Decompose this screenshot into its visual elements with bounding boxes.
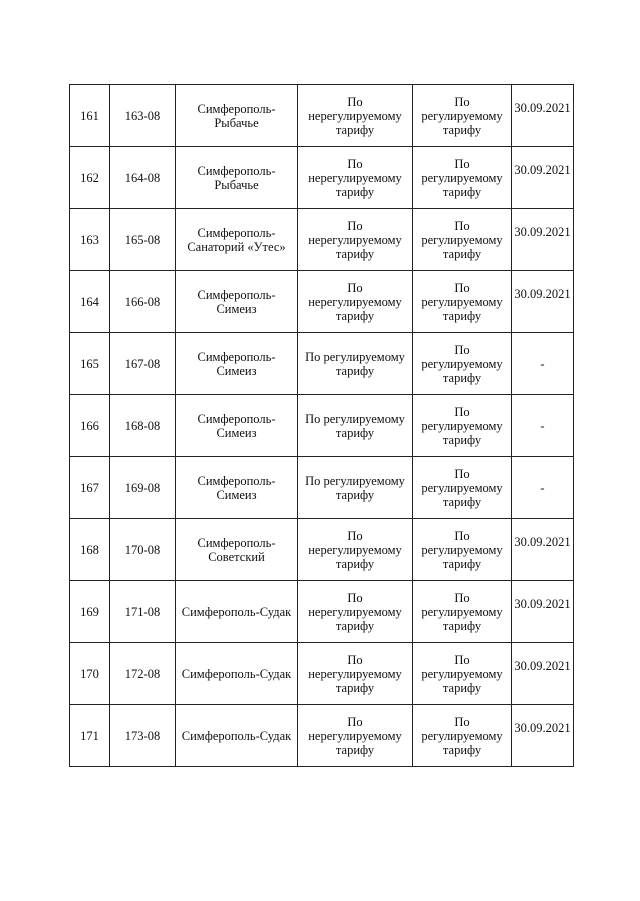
tariff-type-line2: тарифу <box>335 425 375 440</box>
tariff-planned-line3: тарифу <box>442 618 482 633</box>
tariff-planned-line1: По <box>454 94 470 109</box>
row-number-cell <box>70 705 110 767</box>
tariff-type-line2: тарифу <box>335 363 375 378</box>
route-code-cell <box>110 147 176 209</box>
tariff-planned-line1: По <box>454 714 470 729</box>
row-number-cell <box>70 581 110 643</box>
route-name-line1: Симферополь- <box>197 287 276 302</box>
date-cell <box>512 147 574 209</box>
tariff-planned-line3: тарифу <box>442 370 482 385</box>
route-code-cell <box>110 333 176 395</box>
route-code: 168-08 <box>124 418 161 433</box>
tariff-type-line2: нерегулируемому <box>308 666 402 681</box>
tariff-planned-line2: регулируемому <box>421 728 503 743</box>
tariff-planned-line3: тарифу <box>442 184 482 199</box>
route-name-line2: Советский <box>208 549 265 564</box>
change-date: 30.09.2021 <box>514 534 571 549</box>
row-number-cell <box>70 643 110 705</box>
tariff-type-line2: нерегулируемому <box>308 542 402 557</box>
route-name-line2: Рыбачье <box>214 115 259 130</box>
route-name-cell <box>176 643 298 705</box>
tariff-type-line2: нерегулируемому <box>308 170 402 185</box>
tariff-planned-line3: тарифу <box>442 680 482 695</box>
tariff-type-line1: По <box>347 528 363 543</box>
route-code: 165-08 <box>124 232 161 247</box>
table-row <box>70 85 574 147</box>
row-number: 166 <box>80 418 99 433</box>
row-number: 164 <box>80 294 99 309</box>
route-name-cell <box>176 581 298 643</box>
tariff-planned-line2: регулируемому <box>421 418 503 433</box>
route-code: 169-08 <box>124 480 161 495</box>
tariff-type-line1: По <box>347 156 363 171</box>
tariff-planned-line1: По <box>454 218 470 233</box>
tariff-type-line2: нерегулируемому <box>308 108 402 123</box>
tariff-planned-cell <box>413 147 512 209</box>
tariff-planned-line2: регулируемому <box>421 480 503 495</box>
tariff-type-cell <box>298 271 413 333</box>
tariff-planned-line1: По <box>454 342 470 357</box>
route-name-line1: Симферополь- <box>197 473 276 488</box>
tariff-type-line3: тарифу <box>335 246 375 261</box>
tariff-type-cell <box>298 457 413 519</box>
route-code: 163-08 <box>124 108 161 123</box>
route-code-cell <box>110 209 176 271</box>
date-cell <box>512 581 574 643</box>
route-code-cell <box>110 519 176 581</box>
tariff-planned-line2: регулируемому <box>421 542 503 557</box>
row-number-cell <box>70 519 110 581</box>
row-number-cell <box>70 333 110 395</box>
change-date: 30.09.2021 <box>514 162 571 177</box>
tariff-planned-cell <box>413 271 512 333</box>
route-name-cell <box>176 333 298 395</box>
change-date: 30.09.2021 <box>514 596 571 611</box>
tariff-type-line1: По <box>347 714 363 729</box>
route-name-line1: Симферополь-Судак <box>181 604 292 619</box>
change-date: - <box>540 480 545 495</box>
row-number: 168 <box>80 542 99 557</box>
tariff-planned-line1: По <box>454 466 470 481</box>
tariff-planned-line3: тарифу <box>442 308 482 323</box>
date-cell <box>512 333 574 395</box>
change-date: 30.09.2021 <box>514 224 571 239</box>
tariff-planned-cell <box>413 395 512 457</box>
tariff-planned-line2: регулируемому <box>421 294 503 309</box>
tariff-type-line3: тарифу <box>335 680 375 695</box>
tariff-type-line1: По регулируемому <box>305 411 405 426</box>
route-name-line1: Симферополь- <box>197 163 276 178</box>
table-row <box>70 643 574 705</box>
change-date: 30.09.2021 <box>514 658 571 673</box>
tariff-planned-line1: По <box>454 156 470 171</box>
route-name-line1: Симферополь- <box>197 535 276 550</box>
route-code-cell <box>110 85 176 147</box>
route-code: 172-08 <box>124 666 161 681</box>
route-name-cell <box>176 519 298 581</box>
route-name-line1: Симферополь-Судак <box>181 728 292 743</box>
route-name-line1: Симферополь- <box>197 101 276 116</box>
date-cell <box>512 85 574 147</box>
table-row <box>70 705 574 767</box>
tariff-planned-line2: регулируемому <box>421 604 503 619</box>
tariff-planned-cell <box>413 581 512 643</box>
tariff-planned-line3: тарифу <box>442 432 482 447</box>
route-name-line2: Рыбачье <box>214 177 259 192</box>
route-name-line2: Санаторий «Утес» <box>187 239 286 254</box>
route-name-cell <box>176 147 298 209</box>
tariff-type-line1: По <box>347 280 363 295</box>
tariff-planned-cell <box>413 705 512 767</box>
table-row <box>70 147 574 209</box>
row-number-cell <box>70 395 110 457</box>
route-name-cell <box>176 209 298 271</box>
table-row <box>70 581 574 643</box>
tariff-planned-line2: регулируемому <box>421 356 503 371</box>
route-code-cell <box>110 457 176 519</box>
tariff-planned-cell <box>413 209 512 271</box>
route-code-cell <box>110 271 176 333</box>
tariff-planned-line1: По <box>454 280 470 295</box>
table-row <box>70 395 574 457</box>
tariff-type-cell <box>298 643 413 705</box>
tariff-type-line2: нерегулируемому <box>308 604 402 619</box>
tariff-planned-line3: тарифу <box>442 742 482 757</box>
tariff-type-cell <box>298 581 413 643</box>
route-code-cell <box>110 581 176 643</box>
tariff-planned-cell <box>413 333 512 395</box>
routes-table <box>69 84 574 767</box>
route-name-line1: Симферополь- <box>197 225 276 240</box>
row-number: 167 <box>80 480 99 495</box>
tariff-planned-line2: регулируемому <box>421 170 503 185</box>
change-date: 30.09.2021 <box>514 286 571 301</box>
route-name-cell <box>176 395 298 457</box>
tariff-type-cell <box>298 333 413 395</box>
row-number-cell <box>70 85 110 147</box>
row-number: 162 <box>80 170 99 185</box>
tariff-type-line1: По <box>347 652 363 667</box>
route-code: 164-08 <box>124 170 161 185</box>
table-row <box>70 333 574 395</box>
row-number: 161 <box>80 108 99 123</box>
row-number: 169 <box>80 604 99 619</box>
tariff-type-cell <box>298 147 413 209</box>
change-date: - <box>540 356 545 371</box>
tariff-type-line3: тарифу <box>335 122 375 137</box>
route-name-line1: Симферополь- <box>197 411 276 426</box>
change-date: 30.09.2021 <box>514 720 571 735</box>
tariff-planned-line2: регулируемому <box>421 108 503 123</box>
row-number-cell <box>70 271 110 333</box>
date-cell <box>512 705 574 767</box>
table-row <box>70 209 574 271</box>
row-number: 170 <box>80 666 99 681</box>
tariff-type-line2: тарифу <box>335 487 375 502</box>
tariff-type-line1: По <box>347 590 363 605</box>
tariff-type-line1: По <box>347 218 363 233</box>
tariff-type-line2: нерегулируемому <box>308 728 402 743</box>
tariff-type-line1: По регулируемому <box>305 349 405 364</box>
route-name-cell <box>176 85 298 147</box>
tariff-planned-line1: По <box>454 652 470 667</box>
row-number-cell <box>70 457 110 519</box>
row-number: 165 <box>80 356 99 371</box>
routes-table-body <box>70 85 574 767</box>
tariff-type-line3: тарифу <box>335 184 375 199</box>
tariff-type-line3: тарифу <box>335 618 375 633</box>
tariff-planned-cell <box>413 643 512 705</box>
route-code-cell <box>110 705 176 767</box>
date-cell <box>512 643 574 705</box>
tariff-planned-line1: По <box>454 590 470 605</box>
tariff-type-cell <box>298 395 413 457</box>
tariff-type-line3: тарифу <box>335 308 375 323</box>
row-number: 171 <box>80 728 99 743</box>
tariff-planned-line3: тарифу <box>442 122 482 137</box>
change-date: 30.09.2021 <box>514 100 571 115</box>
route-name-cell <box>176 457 298 519</box>
tariff-type-cell <box>298 209 413 271</box>
tariff-planned-cell <box>413 85 512 147</box>
tariff-planned-line2: регулируемому <box>421 232 503 247</box>
date-cell <box>512 271 574 333</box>
route-code-cell <box>110 643 176 705</box>
table-row <box>70 519 574 581</box>
route-name-line2: Симеиз <box>216 487 257 502</box>
change-date: - <box>540 418 545 433</box>
tariff-type-line2: нерегулируемому <box>308 232 402 247</box>
tariff-planned-cell <box>413 457 512 519</box>
table-row <box>70 457 574 519</box>
route-code: 166-08 <box>124 294 161 309</box>
tariff-type-cell <box>298 85 413 147</box>
row-number-cell <box>70 209 110 271</box>
tariff-planned-line2: регулируемому <box>421 666 503 681</box>
tariff-planned-cell <box>413 519 512 581</box>
tariff-planned-line3: тарифу <box>442 494 482 509</box>
table-row <box>70 271 574 333</box>
route-code: 167-08 <box>124 356 161 371</box>
route-code: 173-08 <box>124 728 161 743</box>
tariff-planned-line1: По <box>454 528 470 543</box>
route-name-line2: Симеиз <box>216 425 257 440</box>
route-code: 170-08 <box>124 542 161 557</box>
date-cell <box>512 209 574 271</box>
route-name-line2: Симеиз <box>216 301 257 316</box>
route-code: 171-08 <box>124 604 161 619</box>
tariff-type-cell <box>298 705 413 767</box>
route-name-cell <box>176 705 298 767</box>
tariff-type-line2: нерегулируемому <box>308 294 402 309</box>
route-name-line2: Симеиз <box>216 363 257 378</box>
date-cell <box>512 519 574 581</box>
tariff-planned-line3: тарифу <box>442 556 482 571</box>
tariff-type-cell <box>298 519 413 581</box>
route-name-line1: Симферополь- <box>197 349 276 364</box>
route-code-cell <box>110 395 176 457</box>
tariff-planned-line3: тарифу <box>442 246 482 261</box>
date-cell <box>512 395 574 457</box>
date-cell <box>512 457 574 519</box>
tariff-type-line1: По <box>347 94 363 109</box>
tariff-planned-line1: По <box>454 404 470 419</box>
tariff-type-line3: тарифу <box>335 556 375 571</box>
tariff-type-line1: По регулируемому <box>305 473 405 488</box>
tariff-type-line3: тарифу <box>335 742 375 757</box>
row-number: 163 <box>80 232 99 247</box>
route-name-cell <box>176 271 298 333</box>
row-number-cell <box>70 147 110 209</box>
route-name-line1: Симферополь-Судак <box>181 666 292 681</box>
